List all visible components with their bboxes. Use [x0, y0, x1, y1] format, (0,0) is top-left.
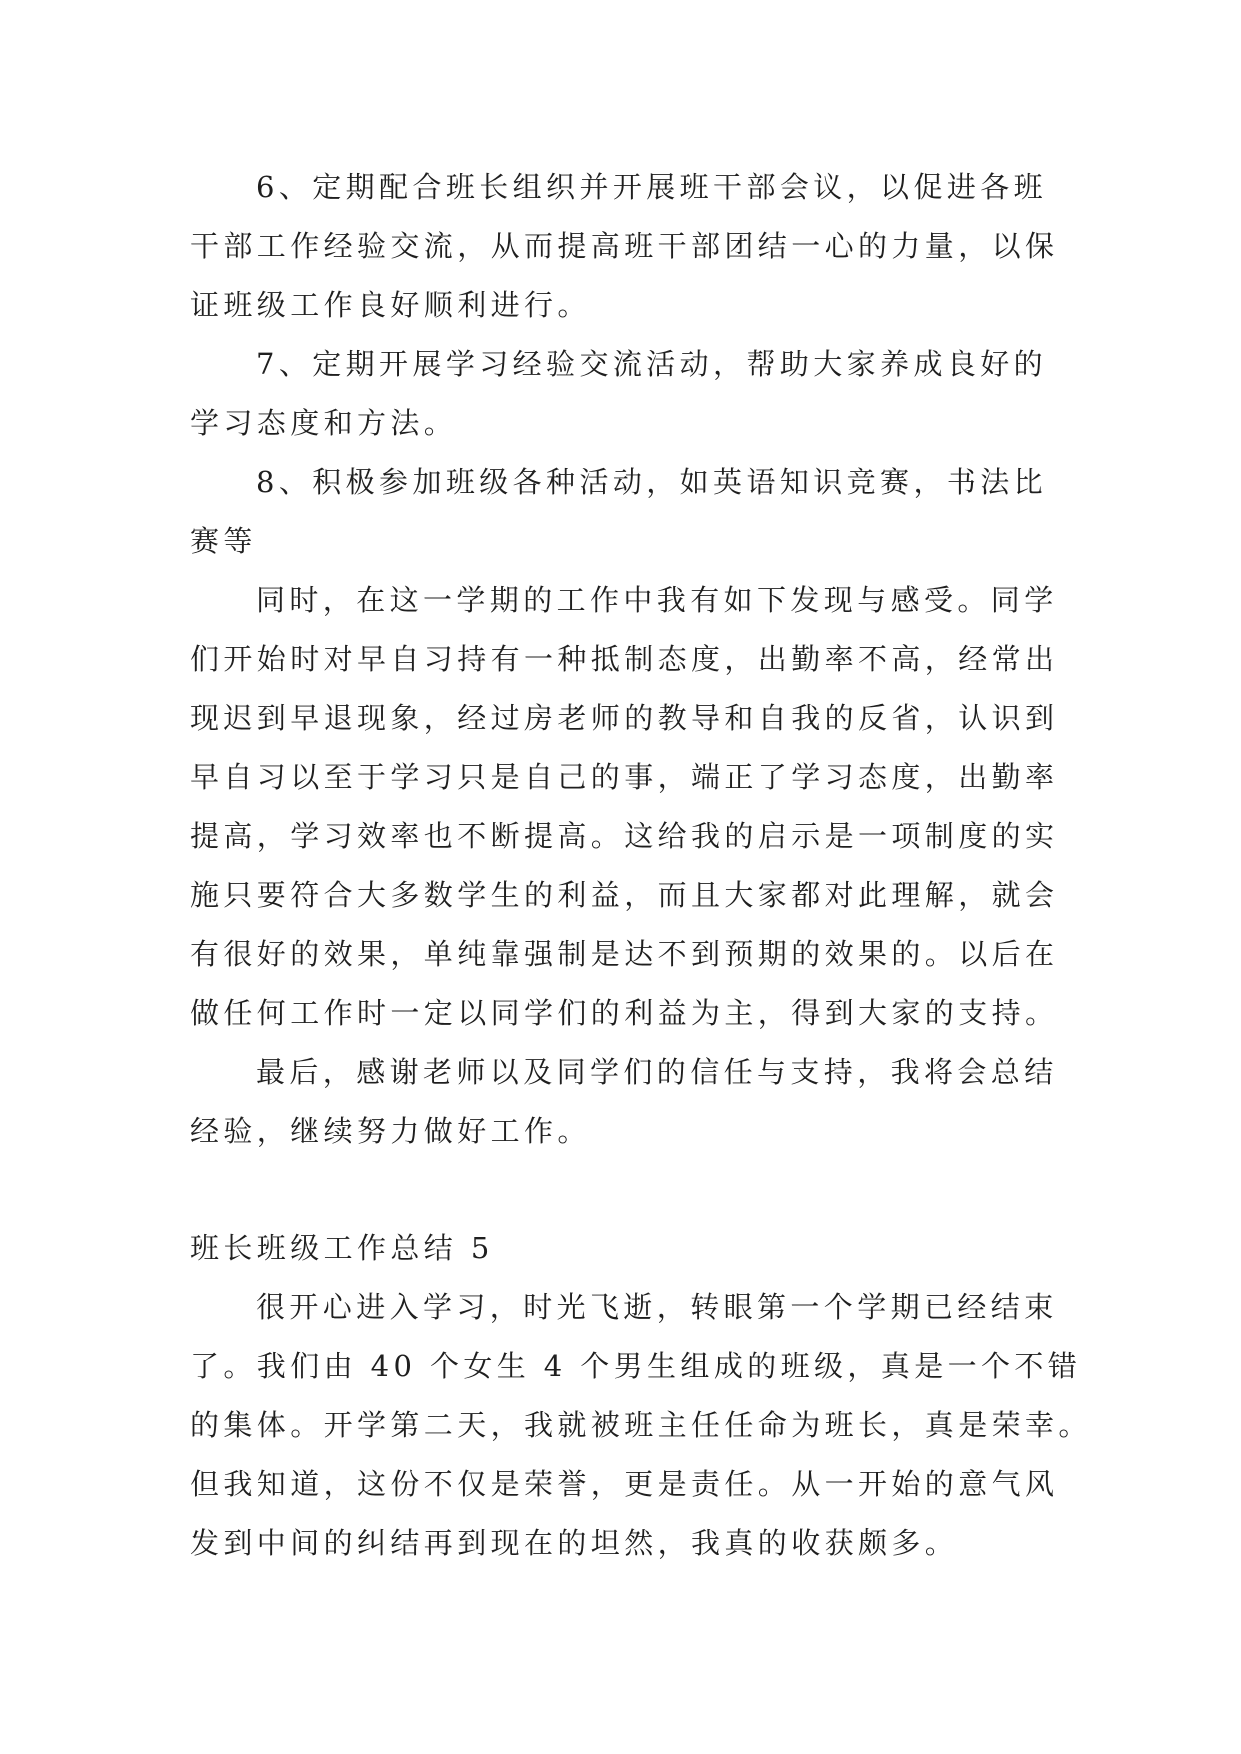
- paragraph-item-7: [190, 335, 1060, 453]
- text-line: 发到中间的纠结再到现在的坦然，我真的收获颇多。: [190, 1526, 959, 1560]
- text-line: 6、定期配合班长组织并开展班干部会议，以促进各班: [256, 170, 1048, 204]
- text-line: 但我知道，这份不仅是荣誉，更是责任。从一开始的意气风: [190, 1467, 1059, 1501]
- paragraph-item-6: [190, 158, 1060, 335]
- text-line: 做任何工作时一定以同学们的利益为主，得到大家的支持。: [190, 996, 1059, 1030]
- text-line: 很开心进入学习，时光飞逝，转眼第一个学期已经结束: [256, 1290, 1058, 1324]
- section-heading: 班长班级工作总结 5: [190, 1231, 494, 1265]
- text-line: 施只要符合大多数学生的利益，而且大家都对此理解，就会: [190, 878, 1059, 912]
- text-line: 学习态度和方法。: [190, 406, 458, 440]
- paragraph-reflection: [190, 571, 1060, 1043]
- paragraph-intro: [190, 1278, 1092, 1573]
- paragraph-item-8: [190, 453, 1060, 571]
- text-line: 干部工作经验交流，从而提高班干部团结一心的力量，以保: [190, 229, 1059, 263]
- paragraph-closing: [190, 1043, 1060, 1161]
- text-line: 提高，学习效率也不断提高。这给我的启示是一项制度的实: [190, 819, 1059, 853]
- text-line: 现迟到早退现象，经过房老师的教导和自我的反省，认识到: [190, 701, 1059, 735]
- text-line: 有很好的效果，单纯靠强制是达不到预期的效果的。以后在: [190, 937, 1059, 971]
- text-line: 同时，在这一学期的工作中我有如下发现与感受。同学: [256, 583, 1058, 617]
- document-body: [190, 158, 1092, 1573]
- text-line: 经验，继续努力做好工作。: [190, 1114, 591, 1148]
- text-line: 赛等: [190, 524, 257, 558]
- text-line: 8、积极参加班级各种活动，如英语知识竞赛，书法比: [256, 465, 1048, 499]
- text-line: 最后，感谢老师以及同学们的信任与支持，我将会总结: [256, 1055, 1058, 1089]
- text-line: 证班级工作良好顺利进行。: [190, 288, 591, 322]
- text-line: 7、定期开展学习经验交流活动，帮助大家养成良好的: [256, 347, 1048, 381]
- text-line: 了。我们由 40 个女生 4 个男生组成的班级，真是一个不错: [190, 1349, 1082, 1383]
- text-line: 们开始时对早自习持有一种抵制态度，出勤率不高，经常出: [190, 642, 1059, 676]
- text-line: 的集体。开学第二天，我就被班主任任命为班长，真是荣幸。: [190, 1408, 1092, 1442]
- text-line: 早自习以至于学习只是自己的事，端正了学习态度，出勤率: [190, 760, 1059, 794]
